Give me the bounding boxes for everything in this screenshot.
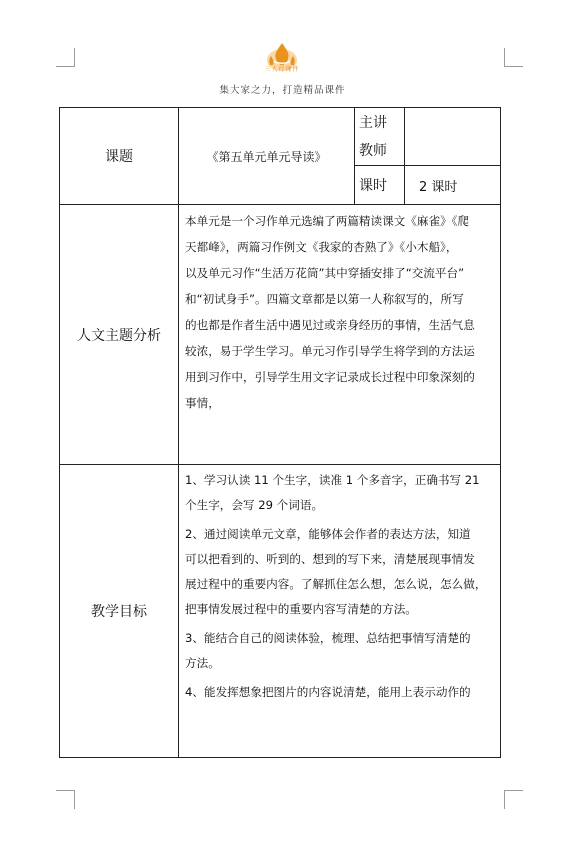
goals-line: 1、学习认读 11 个生字，读准 1 个多音字，正确书写 21 [185,473,480,487]
goals-line: 可以把看到的、听到的、想到的写下来，清楚展现事情发 [185,552,475,566]
crop-mark-bottom-right [504,790,523,809]
table-row [60,205,501,465]
humanities-line: 事情， [185,396,220,410]
lecturer-label [355,108,405,166]
humanities-line: 的也都是作者生活中遇见过或亲身经历的事情，生活气息 [185,318,475,332]
humanities-line: 用到习作中，引导学生用文字记录成长过程中印象深刻的 [185,370,475,384]
humanities-label: 人文主题分析 [60,205,179,465]
goals-line: 3、能结合自己的阅读体验，梳理、总结把事情写清楚的 [185,631,471,645]
lecturer-label-line2: 教师 [359,142,387,159]
logo-text: 三人行课件 [264,66,300,73]
tagline: 集大家之力，打造精品课件 [219,85,346,96]
table-row [60,465,501,758]
topic-label: 课题 [60,108,179,205]
humanities-line: 较浓，易于学生学习。单元习作引导学生将学到的方法运 [185,344,475,358]
lecturer-value [405,108,501,166]
crop-mark-top-left [56,48,75,67]
humanities-line: 以及单元习作“生活万花筒”其中穿插安排了“交流平台” [185,266,465,280]
topic-value: 《第五单元单元导读》 [179,108,355,205]
goals-line: 个生字，会写 29 个词语。 [185,498,324,512]
humanities-line: 和“初试身手”。四篇文章都是以第一人称叙写的，所写 [185,292,464,306]
goals-content [179,465,501,758]
table-row [60,108,501,166]
humanities-line: 本单元是一个习作单元选编了两篇精读课文《麻雀》《爬 [185,214,470,228]
goals-line: 把事情发展过程中的重要内容写清楚的方法。 [185,602,417,616]
goals-label: 教学目标 [60,465,179,758]
hours-value: 2 课时 [405,166,501,205]
crop-mark-bottom-left [56,790,75,809]
goals-line: 2、通过阅读单元文章，能够体会作者的表达方法，知道 [185,527,471,541]
goals-line: 4、能发挥想象把图片的内容说清楚，能用上表示动作的 [185,685,471,699]
humanities-content [179,205,501,465]
hours-label: 课时 [355,166,405,205]
goals-line: 方法。 [185,656,220,670]
crop-mark-top-right [504,48,523,67]
humanities-line: 天都峰》，两篇习作例文《我家的杏熟了》《小木船》， [185,240,458,254]
lesson-plan-table [59,107,501,758]
lecturer-label-line1: 主讲 [359,114,387,131]
goals-line: 展过程中的重要内容。了解抓住怎么想，怎么说，怎么做， [185,577,487,591]
